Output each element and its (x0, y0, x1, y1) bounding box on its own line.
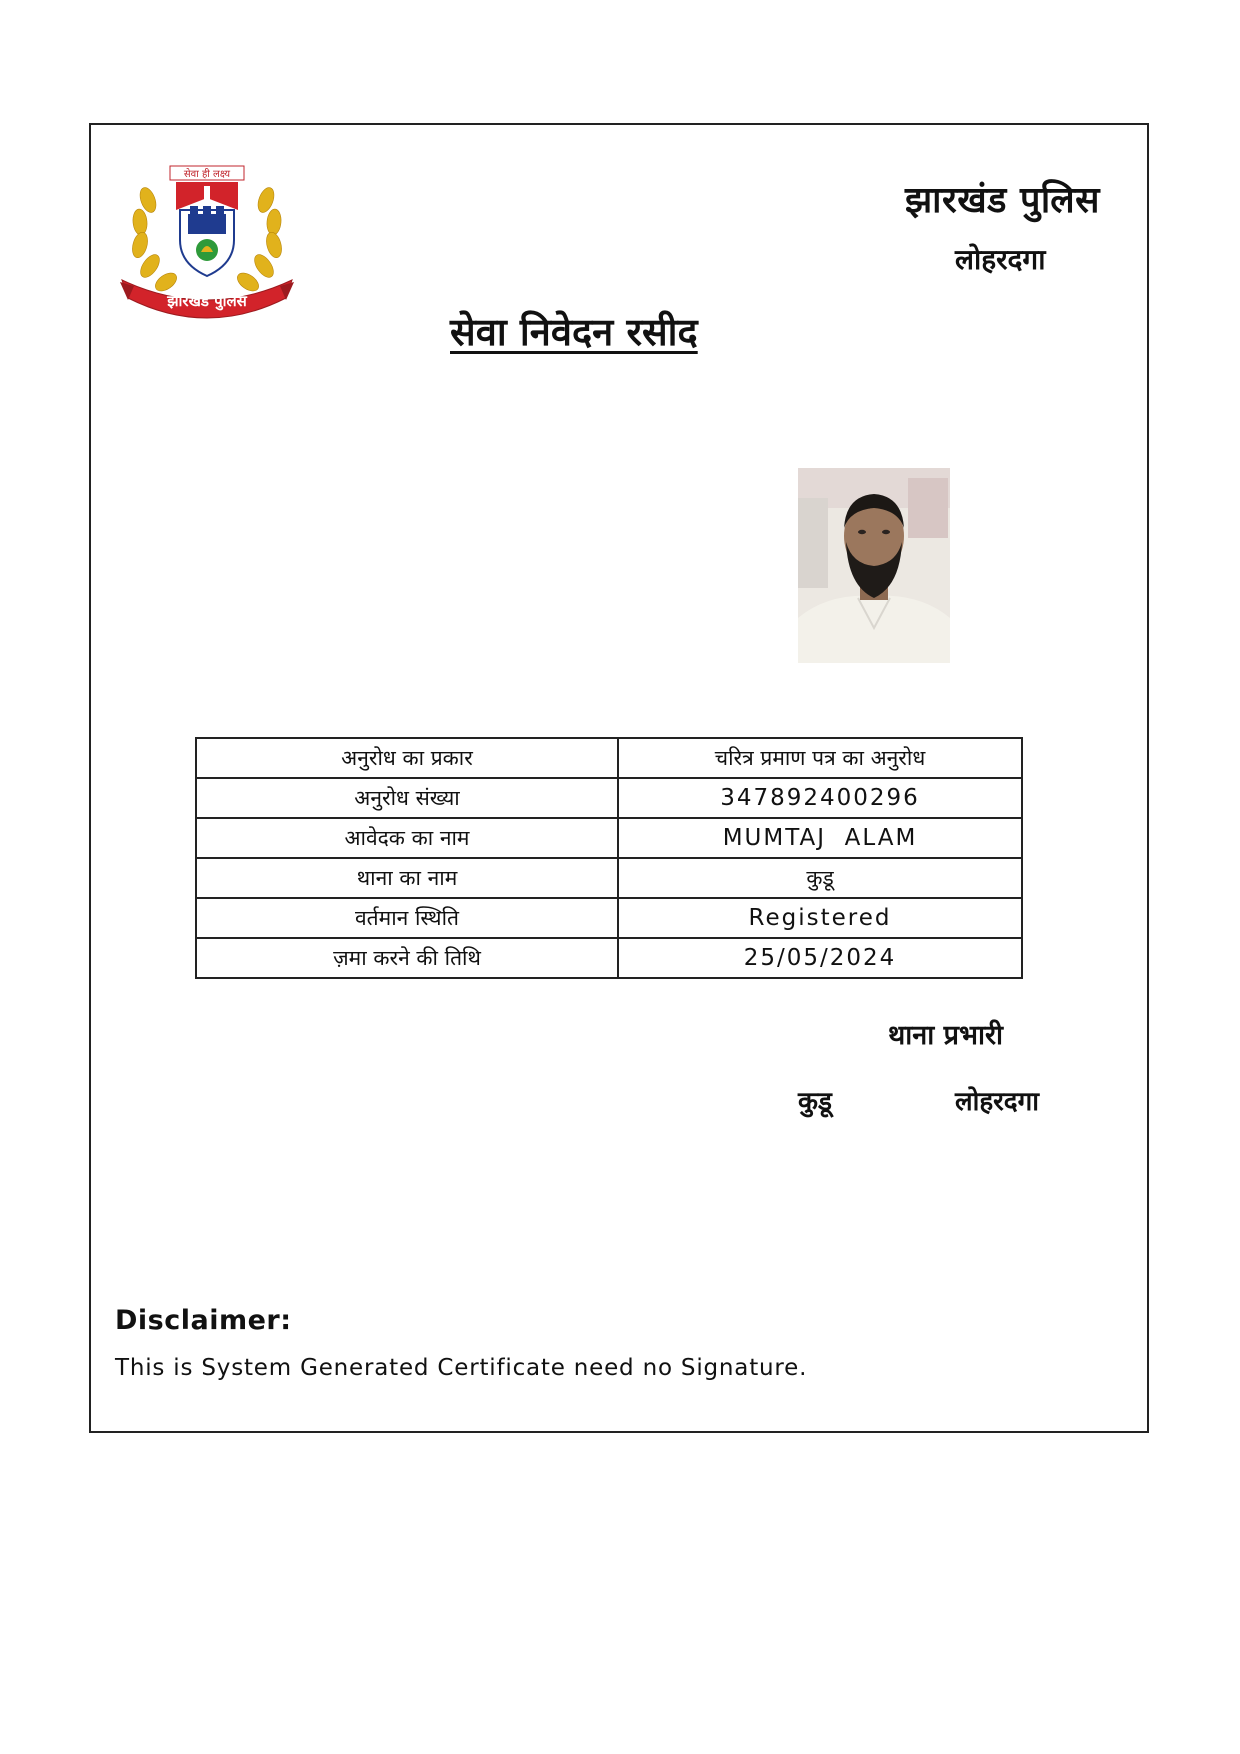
submission-date-value: 25/05/2024 (618, 938, 1022, 978)
district-name: लोहरदगा (955, 243, 1046, 276)
officer-designation: थाना प्रभारी (888, 1020, 1003, 1051)
signature-district: लोहरदगा (955, 1087, 1039, 1117)
current-status-value: Registered (618, 898, 1022, 938)
request-number-value: 347892400296 (618, 778, 1022, 818)
table-row (196, 938, 1022, 978)
table-row (196, 858, 1022, 898)
disclaimer-heading: Disclaimer: (115, 1305, 292, 1336)
current-status-label: वर्तमान स्थिति (196, 898, 618, 938)
table-row (196, 778, 1022, 818)
applicant-name-label: आवेदक का नाम (196, 818, 618, 858)
svg-text:सेवा ही लक्ष्य: सेवा ही लक्ष्य (183, 169, 231, 180)
table-row (196, 818, 1022, 858)
police-station-label: थाना का नाम (196, 858, 618, 898)
organisation-title: झारखंड पुलिस (904, 179, 1100, 221)
applicant-name-value: MUMTAJ ALAM (618, 818, 1022, 858)
request-type-label: अनुरोध का प्रकार (196, 738, 618, 778)
table-row (196, 898, 1022, 938)
jharkhand-police-emblem-icon (118, 160, 296, 325)
signature-station: कुडू (798, 1087, 832, 1117)
svg-text:झारखंड पुलिस: झारखंड पुलिस (167, 292, 247, 310)
police-station-value: कुडू (618, 858, 1022, 898)
disclaimer-text: This is System Generated Certificate need no Signature. (115, 1355, 808, 1381)
submission-date-label: ज़मा करने की तिथि (196, 938, 618, 978)
applicant-photo (798, 468, 950, 663)
page-title: सेवा निवेदन रसीद (450, 309, 698, 354)
table-row (196, 738, 1022, 778)
request-details-table (195, 737, 1023, 979)
request-type-value: चरित्र प्रमाण पत्र का अनुरोध (618, 738, 1022, 778)
request-number-label: अनुरोध संख्या (196, 778, 618, 818)
